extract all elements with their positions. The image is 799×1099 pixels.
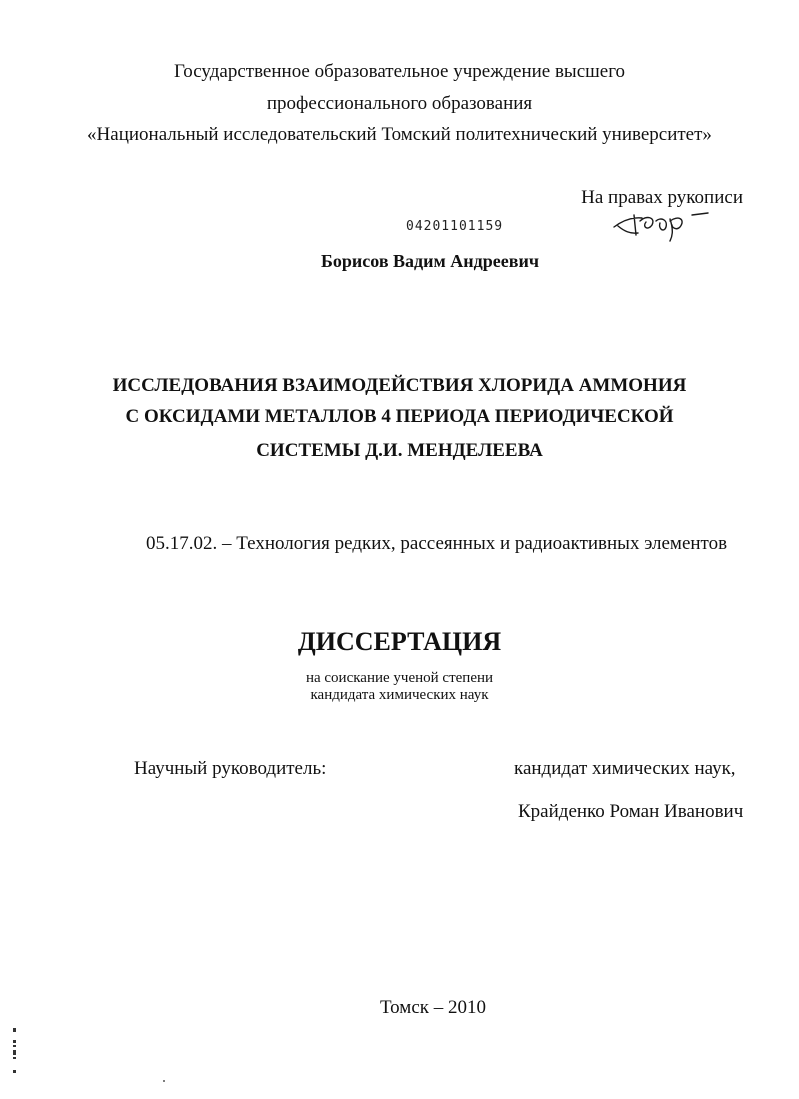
supervisor-name: Крайденко Роман Иванович [518,801,744,822]
place-and-year: Томск – 2010 [379,997,486,1018]
dissertation-title-line-1: ИССЛЕДОВАНИЯ ВЗАИМОДЕЙСТВИЯ ХЛОРИДА АММОНИЯ [112,375,687,396]
serial-number-stamp: 04201101159 [406,219,504,234]
degree-line-1: на соискание ученой степени [305,670,494,686]
supervisor-degree: кандидат химических наук, [514,758,736,779]
degree-line-2: кандидата химических наук [310,687,489,703]
scan-speck [163,1080,165,1082]
institution-line-1: Государственное образовательное учреждение высшего [173,61,626,82]
supervisor-label: Научный руководитель: [134,758,327,779]
document-type-heading: ДИССЕРТАЦИЯ [297,627,502,656]
institution-line-3: «Национальный исследовательский Томский политехнический университет» [87,124,712,145]
specialty-code: 05.17.02. – Технология редких, рассеянных и радиоактивных элементов [146,533,728,554]
institution-line-2: профессионального образования [266,93,533,114]
scan-edge-marks [12,1026,18,1076]
dissertation-title-line-3: СИСТЕМЫ Д.И. МЕНДЕЛЕЕВА [256,440,543,461]
manuscript-rights-note: На правах рукописи [581,187,743,208]
dissertation-title-line-2: С ОКСИДАМИ МЕТАЛЛОВ 4 ПЕРИОДА ПЕРИОДИЧЕСКОЙ [125,406,674,427]
handwritten-signature [612,207,712,243]
author-name: Борисов Вадим Андреевич [321,251,539,271]
